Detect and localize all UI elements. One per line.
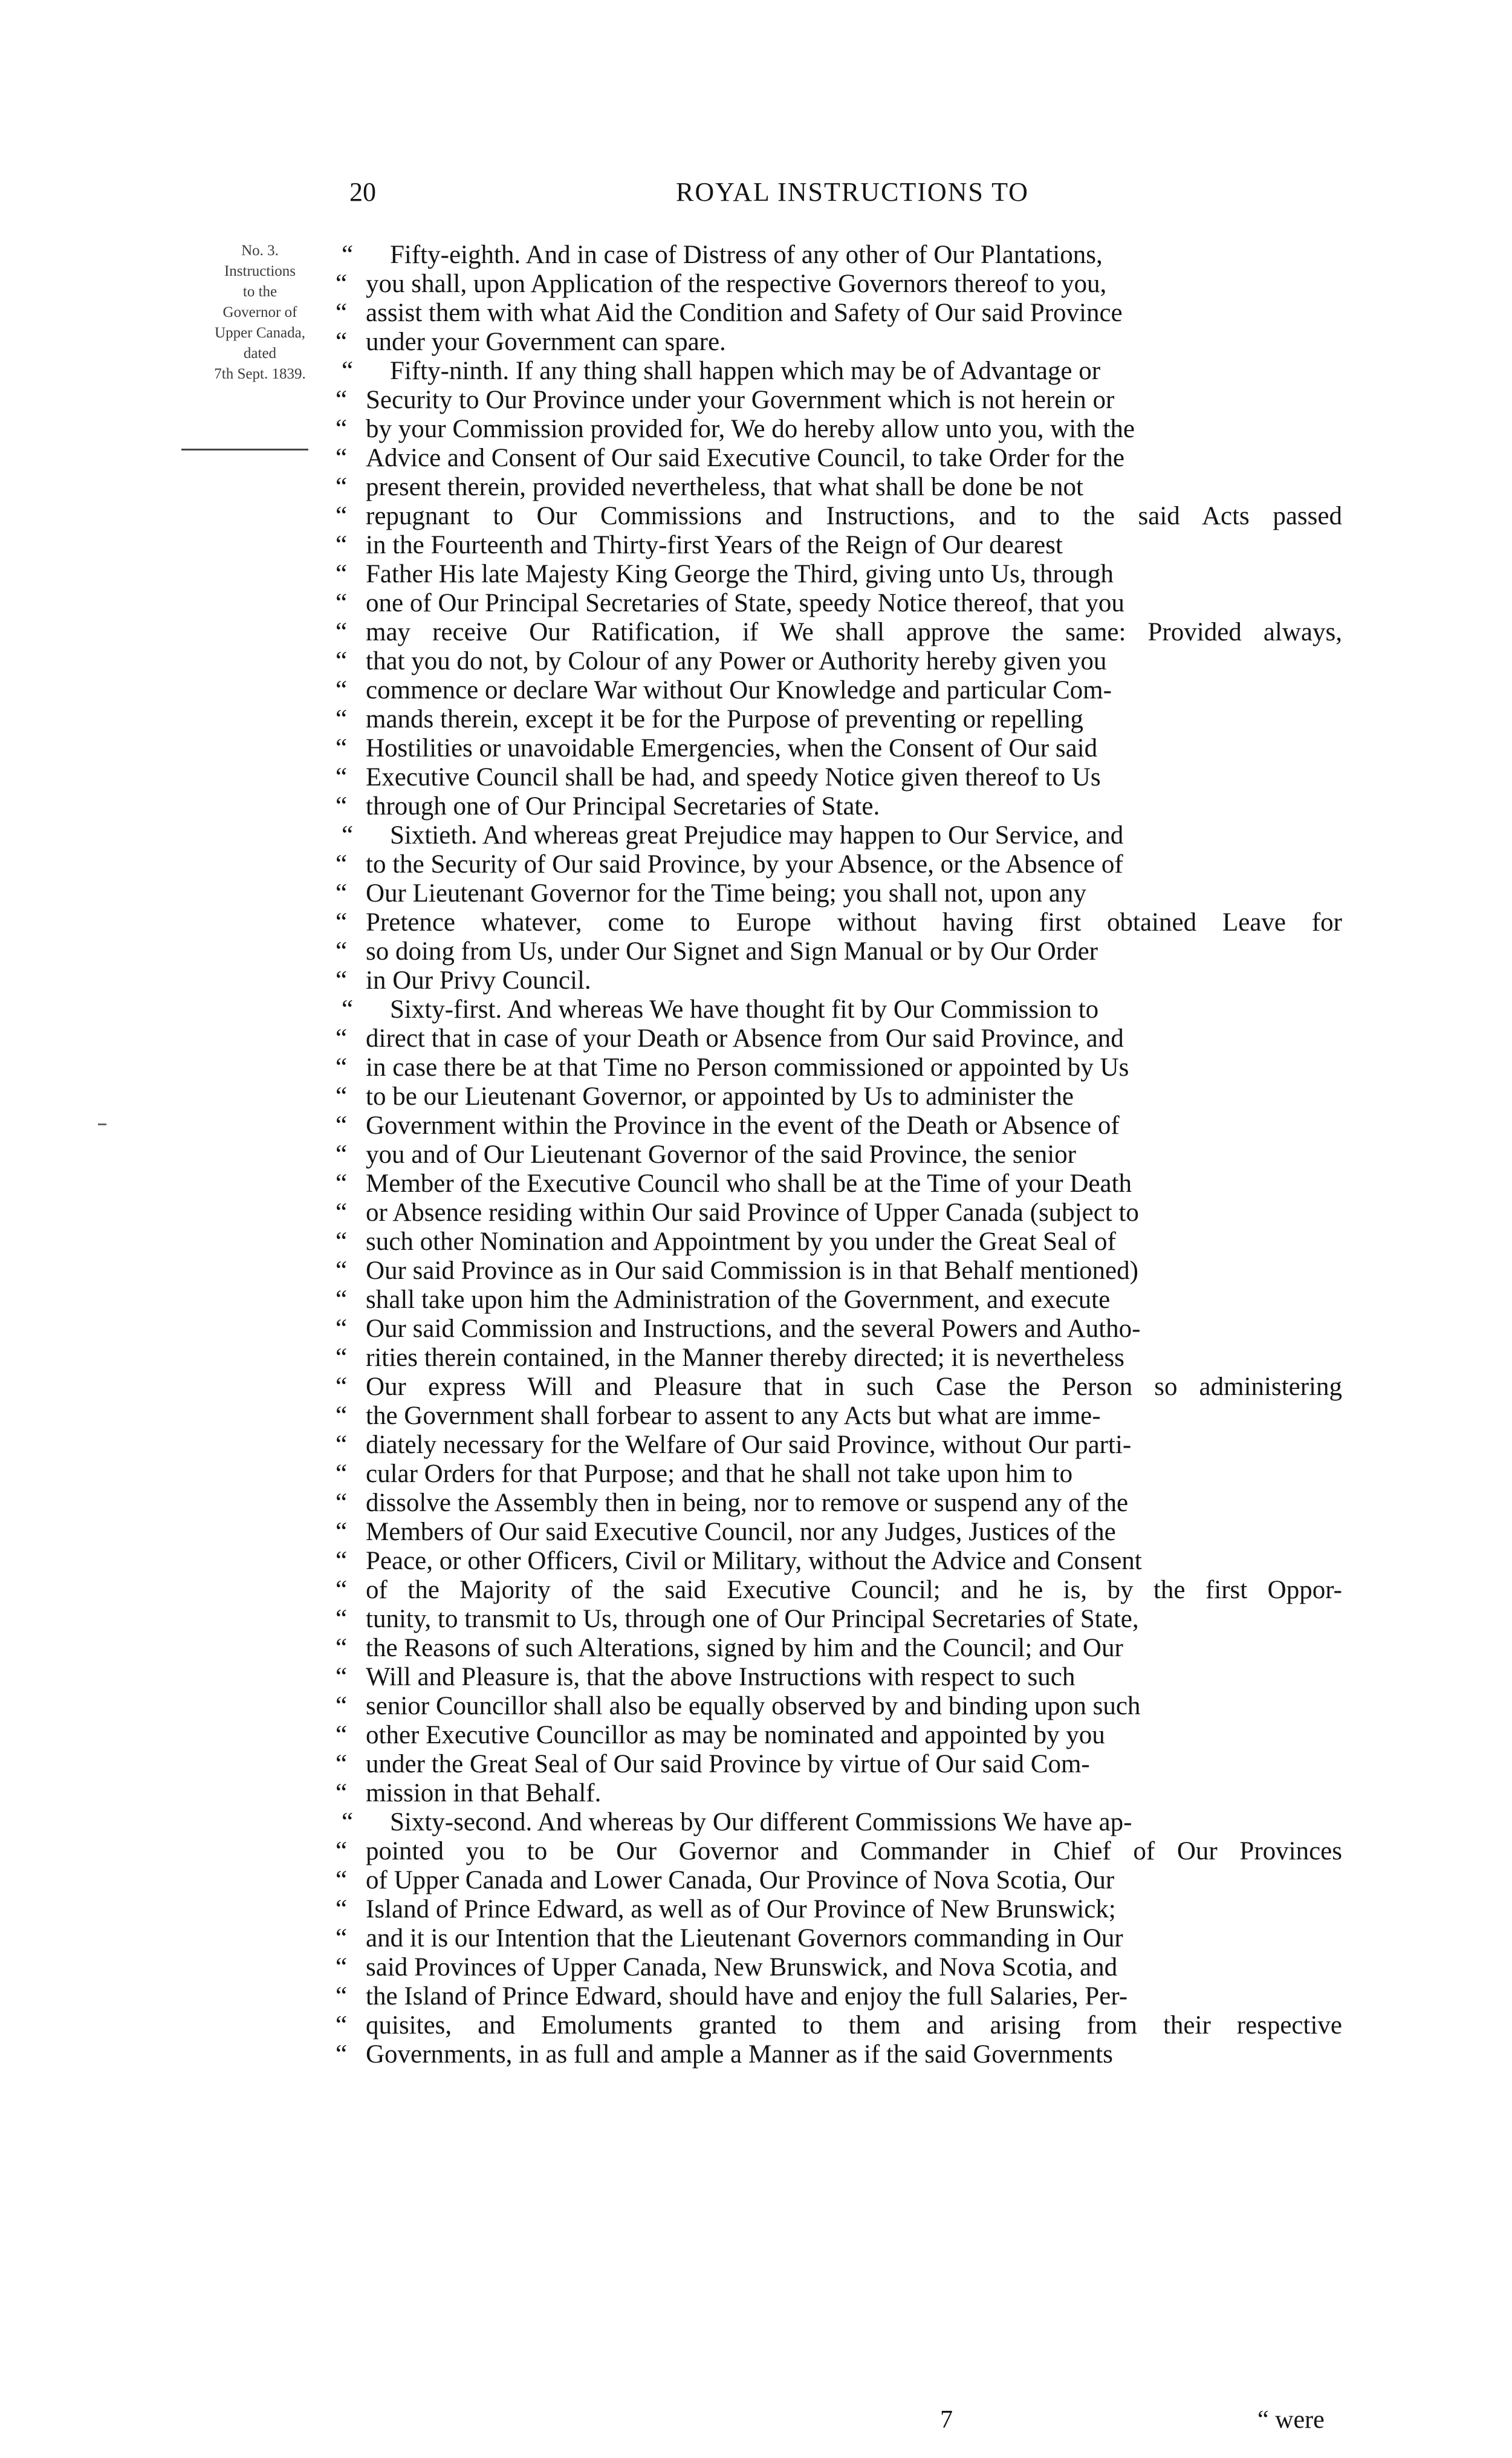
quote-mark: “: [336, 1227, 348, 1256]
line-text: Will and Pleasure is, that the above Instructions with respect to such: [366, 1663, 1076, 1691]
line-text: Sixtieth. And whereas great Prejudice may happen to Our Service, and: [390, 821, 1124, 850]
quote-mark: “: [336, 531, 348, 559]
text-line: [336, 1286, 1342, 1315]
line-text: Our said Province as in Our said Commission is in that Behalf mentioned): [366, 1257, 1138, 1285]
text-line: [336, 1982, 1342, 2011]
text-line: [336, 1605, 1342, 1634]
signature-mark: 7: [940, 2406, 953, 2434]
text-line: [336, 1198, 1342, 1227]
quote-mark: “: [336, 1140, 348, 1169]
text-line: [336, 1111, 1342, 1140]
line-text: present therein, provided nevertheless, that what shall be done be not: [366, 473, 1083, 501]
quote-mark: “: [336, 560, 348, 588]
line-text: that you do not, by Colour of any Power or Authority hereby given you: [366, 647, 1107, 675]
quote-mark: “: [336, 1286, 348, 1314]
text-line: [336, 1169, 1342, 1198]
text-line: [336, 1953, 1342, 1982]
line-text: or Absence residing within Our said Province of Upper Canada (subject to: [366, 1198, 1139, 1227]
text-line: [336, 1518, 1342, 1547]
text-line: [336, 1895, 1342, 1924]
quote-mark: “: [336, 1692, 348, 1720]
quote-mark: “: [336, 908, 348, 937]
quote-mark: “: [342, 1808, 354, 1836]
text-line: [336, 1140, 1342, 1169]
line-text: senior Councillor shall also be equally observed by and binding upon such: [366, 1692, 1141, 1720]
margin-note-rule: [181, 449, 308, 450]
text-line: [336, 589, 1342, 618]
quote-mark: “: [342, 995, 354, 1024]
line-text: said Provinces of Upper Canada, New Brunswick, and Nova Scotia, and: [366, 1953, 1118, 1982]
line-text: in the Fourteenth and Thirty-first Years of the Reign of Our dearest: [366, 531, 1063, 559]
quote-mark: “: [336, 1837, 348, 1865]
text-line: [336, 531, 1342, 560]
quote-mark: “: [336, 1750, 348, 1778]
text-line: [336, 1924, 1342, 1953]
line-text: so doing from Us, under Our Signet and Sign Manual or by Our Order: [366, 937, 1098, 966]
text-line: [336, 705, 1342, 734]
text-line: [336, 328, 1342, 357]
quote-mark: “: [336, 589, 348, 617]
line-text: you shall, upon Application of the respective Governors thereof to you,: [366, 270, 1107, 298]
text-line: [336, 734, 1342, 763]
text-line: [336, 299, 1342, 328]
text-line: [336, 1315, 1342, 1344]
line-text: commence or declare War without Our Knowledge and particular Com-: [366, 676, 1112, 704]
line-text: Sixty-first. And whereas We have thought fit by Our Commission to: [390, 995, 1099, 1024]
line-text: Our Lieutenant Governor for the Time being; you shall not, upon any: [366, 879, 1086, 908]
quote-mark: “: [336, 1721, 348, 1749]
text-line: [336, 1837, 1342, 1866]
quote-mark: “: [336, 1489, 348, 1517]
quote-mark: “: [336, 473, 348, 501]
line-text: of Upper Canada and Lower Canada, Our Province of Nova Scotia, Our: [366, 1866, 1115, 1894]
paragraph-start-line: [336, 357, 1342, 386]
margin-note-line: dated: [243, 345, 277, 362]
line-text: to the Security of Our said Province, by your Absence, or the Absence of: [366, 850, 1123, 879]
line-text: pointed you to be Our Governor and Commander in Chief of Our Provinces: [366, 1837, 1342, 1865]
quote-mark: “: [336, 270, 348, 298]
line-text: Government within the Province in the event of the Death or Absence of: [366, 1111, 1120, 1140]
quote-mark: “: [336, 1576, 348, 1604]
text-line: [336, 2040, 1342, 2069]
text-line: [336, 792, 1342, 821]
line-text: Governments, in as full and ample a Manner as if the said Governments: [366, 2040, 1113, 2069]
margin-note-line: Upper Canada,: [215, 325, 305, 341]
quote-mark: “: [336, 676, 348, 704]
line-text: of the Majority of the said Executive Council; and he is, by the first Oppor-: [366, 1576, 1342, 1604]
margin-note-line: 7th Sept. 1839.: [214, 366, 306, 382]
quote-mark: “: [336, 705, 348, 733]
line-text: such other Nomination and Appointment by you under the Great Seal of: [366, 1227, 1116, 1256]
stray-mark: [98, 1123, 106, 1125]
quote-mark: “: [336, 647, 348, 675]
quote-mark: “: [336, 1344, 348, 1372]
line-text: cular Orders for that Purpose; and that he shall not take upon him to: [366, 1460, 1073, 1488]
line-text: may receive Our Ratification, if We shall approve the same: Provided always,: [366, 618, 1342, 646]
text-line: [336, 1460, 1342, 1489]
text-line: [336, 270, 1342, 299]
quote-mark: “: [336, 792, 348, 821]
line-text: direct that in case of your Death or Absence from Our said Province, and: [366, 1024, 1124, 1053]
quote-mark: “: [336, 1547, 348, 1575]
quote-mark: “: [336, 502, 348, 530]
line-text: in Our Privy Council.: [366, 966, 591, 995]
line-text: Security to Our Province under your Government which is not herein or: [366, 386, 1115, 414]
quote-mark: “: [336, 1198, 348, 1227]
quote-mark: “: [336, 1053, 348, 1082]
quote-mark: “: [336, 299, 348, 327]
quote-mark: “: [336, 1866, 348, 1894]
quote-mark: “: [336, 1953, 348, 1982]
line-text: other Executive Councillor as may be nominated and appointed by you: [366, 1721, 1105, 1749]
line-text: diately necessary for the Welfare of Our said Province, without Our parti-: [366, 1431, 1132, 1459]
line-text: Executive Council shall be had, and speedy Notice given thereof to Us: [366, 763, 1101, 792]
line-text: the Reasons of such Alterations, signed by him and the Council; and Our: [366, 1634, 1123, 1662]
margin-note-line: Instructions: [224, 263, 296, 279]
paragraph-start-line: [336, 241, 1342, 270]
line-text: in case there be at that Time no Person commissioned or appointed by Us: [366, 1053, 1129, 1082]
line-text: Island of Prince Edward, as well as of Our Province of New Brunswick;: [366, 1895, 1116, 1923]
quote-mark: “: [342, 241, 354, 269]
line-text: mission in that Behalf.: [366, 1779, 602, 1807]
quote-mark: “: [336, 850, 348, 879]
text-line: [336, 415, 1342, 444]
quote-mark: “: [336, 1111, 348, 1140]
text-line: [336, 444, 1342, 473]
quote-mark: “: [336, 734, 348, 762]
text-line: [336, 1227, 1342, 1257]
text-line: [336, 1402, 1342, 1431]
line-text: dissolve the Assembly then in being, nor to remove or suspend any of the: [366, 1489, 1129, 1517]
line-text: through one of Our Principal Secretaries of State.: [366, 792, 880, 821]
page-header: [339, 177, 1366, 213]
quote-mark: “: [336, 415, 348, 443]
quote-mark: “: [336, 966, 348, 995]
text-line: [336, 560, 1342, 589]
quote-mark: “: [336, 1460, 348, 1488]
paragraph-start-line: [336, 1808, 1342, 1837]
line-text: by your Commission provided for, We do hereby allow unto you, with the: [366, 415, 1135, 443]
text-line: [336, 1663, 1342, 1692]
quote-mark: “: [336, 328, 348, 356]
line-text: tunity, to transmit to Us, through one of Our Principal Secretaries of State,: [366, 1605, 1139, 1633]
quote-mark: “: [336, 1895, 348, 1923]
quote-mark: “: [336, 1605, 348, 1633]
text-line: [336, 937, 1342, 966]
quote-mark: “: [336, 1402, 348, 1430]
line-text: Peace, or other Officers, Civil or Military, without the Advice and Consent: [366, 1547, 1142, 1575]
line-text: Fifty-eighth. And in case of Distress of any other of Our Plantations,: [390, 241, 1103, 269]
quote-mark: “: [336, 763, 348, 792]
line-text: Pretence whatever, come to Europe without having first obtained Leave for: [366, 908, 1342, 937]
line-text: mands therein, except it be for the Purpose of preventing or repelling: [366, 705, 1083, 733]
quote-mark: “: [336, 1634, 348, 1662]
text-line: [336, 1547, 1342, 1576]
line-text: assist them with what Aid the Condition and Safety of Our said Province: [366, 299, 1123, 327]
quote-mark: “: [336, 386, 348, 414]
text-line: [336, 502, 1342, 531]
margin-note-line: No. 3.: [241, 242, 279, 259]
running-head: ROYAL INSTRUCTIONS TO: [676, 177, 1029, 207]
quote-mark: “: [336, 1982, 348, 2011]
line-text: repugnant to Our Commissions and Instructions, and to the said Acts passed: [366, 502, 1342, 530]
margin-note-line: Governor of: [222, 304, 297, 320]
text-line: [336, 1721, 1342, 1750]
line-text: Hostilities or unavoidable Emergencies, when the Consent of Our said: [366, 734, 1098, 762]
text-line: [336, 1489, 1342, 1518]
text-line: [336, 1634, 1342, 1663]
line-text: Father His late Majesty King George the Third, giving unto Us, through: [366, 560, 1114, 588]
margin-note-line: to the: [242, 284, 277, 300]
line-text: Member of the Executive Council who shall be at the Time of your Death: [366, 1169, 1132, 1198]
quote-mark: “: [336, 1373, 348, 1401]
text-line: [336, 1257, 1342, 1286]
quote-mark: “: [336, 1518, 348, 1546]
quote-mark: “: [336, 1315, 348, 1343]
quote-mark: “: [336, 1663, 348, 1691]
line-text: Our said Commission and Instructions, and the several Powers and Autho-: [366, 1315, 1141, 1343]
text-line: [336, 763, 1342, 792]
line-text: Members of Our said Executive Council, nor any Judges, Justices of the: [366, 1518, 1116, 1546]
quote-mark: “: [336, 937, 348, 966]
line-text: and it is our Intention that the Lieutenant Governors commanding in Our: [366, 1924, 1123, 1952]
quote-mark: “: [336, 1431, 348, 1459]
catchword: “ were: [1257, 2406, 1325, 2434]
text-line: [336, 966, 1342, 995]
line-text: rities therein contained, in the Manner thereby directed; it is nevertheless: [366, 1344, 1124, 1372]
text-line: [336, 1024, 1342, 1053]
text-line: [336, 1344, 1342, 1373]
quote-mark: “: [336, 879, 348, 908]
line-text: Advice and Consent of Our said Executive Council, to take Order for the: [366, 444, 1124, 472]
text-line: [336, 1779, 1342, 1808]
page-number: 20: [349, 177, 376, 207]
line-text: under your Government can spare.: [366, 328, 726, 356]
quote-mark: “: [336, 2011, 348, 2040]
quote-mark: “: [336, 1924, 348, 1952]
body-text: [336, 241, 1342, 2069]
quote-mark: “: [336, 1169, 348, 1198]
quote-mark: “: [336, 1779, 348, 1807]
text-line: [336, 1431, 1342, 1460]
line-text: Fifty-ninth. If any thing shall happen which may be of Advantage or: [390, 357, 1101, 385]
line-text: under the Great Seal of Our said Province by virtue of Our said Com-: [366, 1750, 1090, 1778]
paragraph-start-line: [336, 995, 1342, 1024]
text-line: [336, 386, 1342, 415]
line-text: quisites, and Emoluments granted to them and arising from their respective: [366, 2011, 1342, 2040]
text-line: [336, 473, 1342, 502]
quote-mark: “: [336, 618, 348, 646]
line-text: Our express Will and Pleasure that in such Case the Person so administering: [366, 1373, 1342, 1401]
text-line: [336, 1053, 1342, 1082]
line-text: the Government shall forbear to assent to any Acts but what are imme-: [366, 1402, 1101, 1430]
margin-note: [181, 241, 339, 385]
text-line: [336, 647, 1342, 676]
text-line: [336, 879, 1342, 908]
text-line: [336, 2011, 1342, 2040]
text-line: [336, 1576, 1342, 1605]
text-line: [336, 850, 1342, 879]
quote-mark: “: [336, 1082, 348, 1111]
text-line: [336, 618, 1342, 647]
line-text: you and of Our Lieutenant Governor of the said Province, the senior: [366, 1140, 1077, 1169]
line-text: shall take upon him the Administration of the Government, and execute: [366, 1286, 1111, 1314]
text-line: [336, 1082, 1342, 1111]
line-text: to be our Lieutenant Governor, or appointed by Us to administer the: [366, 1082, 1074, 1111]
paragraph-start-line: [336, 821, 1342, 850]
text-line: [336, 1866, 1342, 1895]
text-line: [336, 676, 1342, 705]
line-text: Sixty-second. And whereas by Our different Commissions We have ap-: [390, 1808, 1132, 1836]
quote-mark: “: [336, 1257, 348, 1285]
quote-mark: “: [342, 357, 354, 385]
quote-mark: “: [336, 444, 348, 472]
line-text: one of Our Principal Secretaries of State, speedy Notice thereof, that you: [366, 589, 1124, 617]
quote-mark: “: [342, 821, 354, 850]
text-line: [336, 1373, 1342, 1402]
text-line: [336, 908, 1342, 937]
quote-mark: “: [336, 2040, 348, 2069]
text-line: [336, 1692, 1342, 1721]
quote-mark: “: [336, 1024, 348, 1053]
text-line: [336, 1750, 1342, 1779]
line-text: the Island of Prince Edward, should have and enjoy the full Salaries, Per-: [366, 1982, 1128, 2011]
